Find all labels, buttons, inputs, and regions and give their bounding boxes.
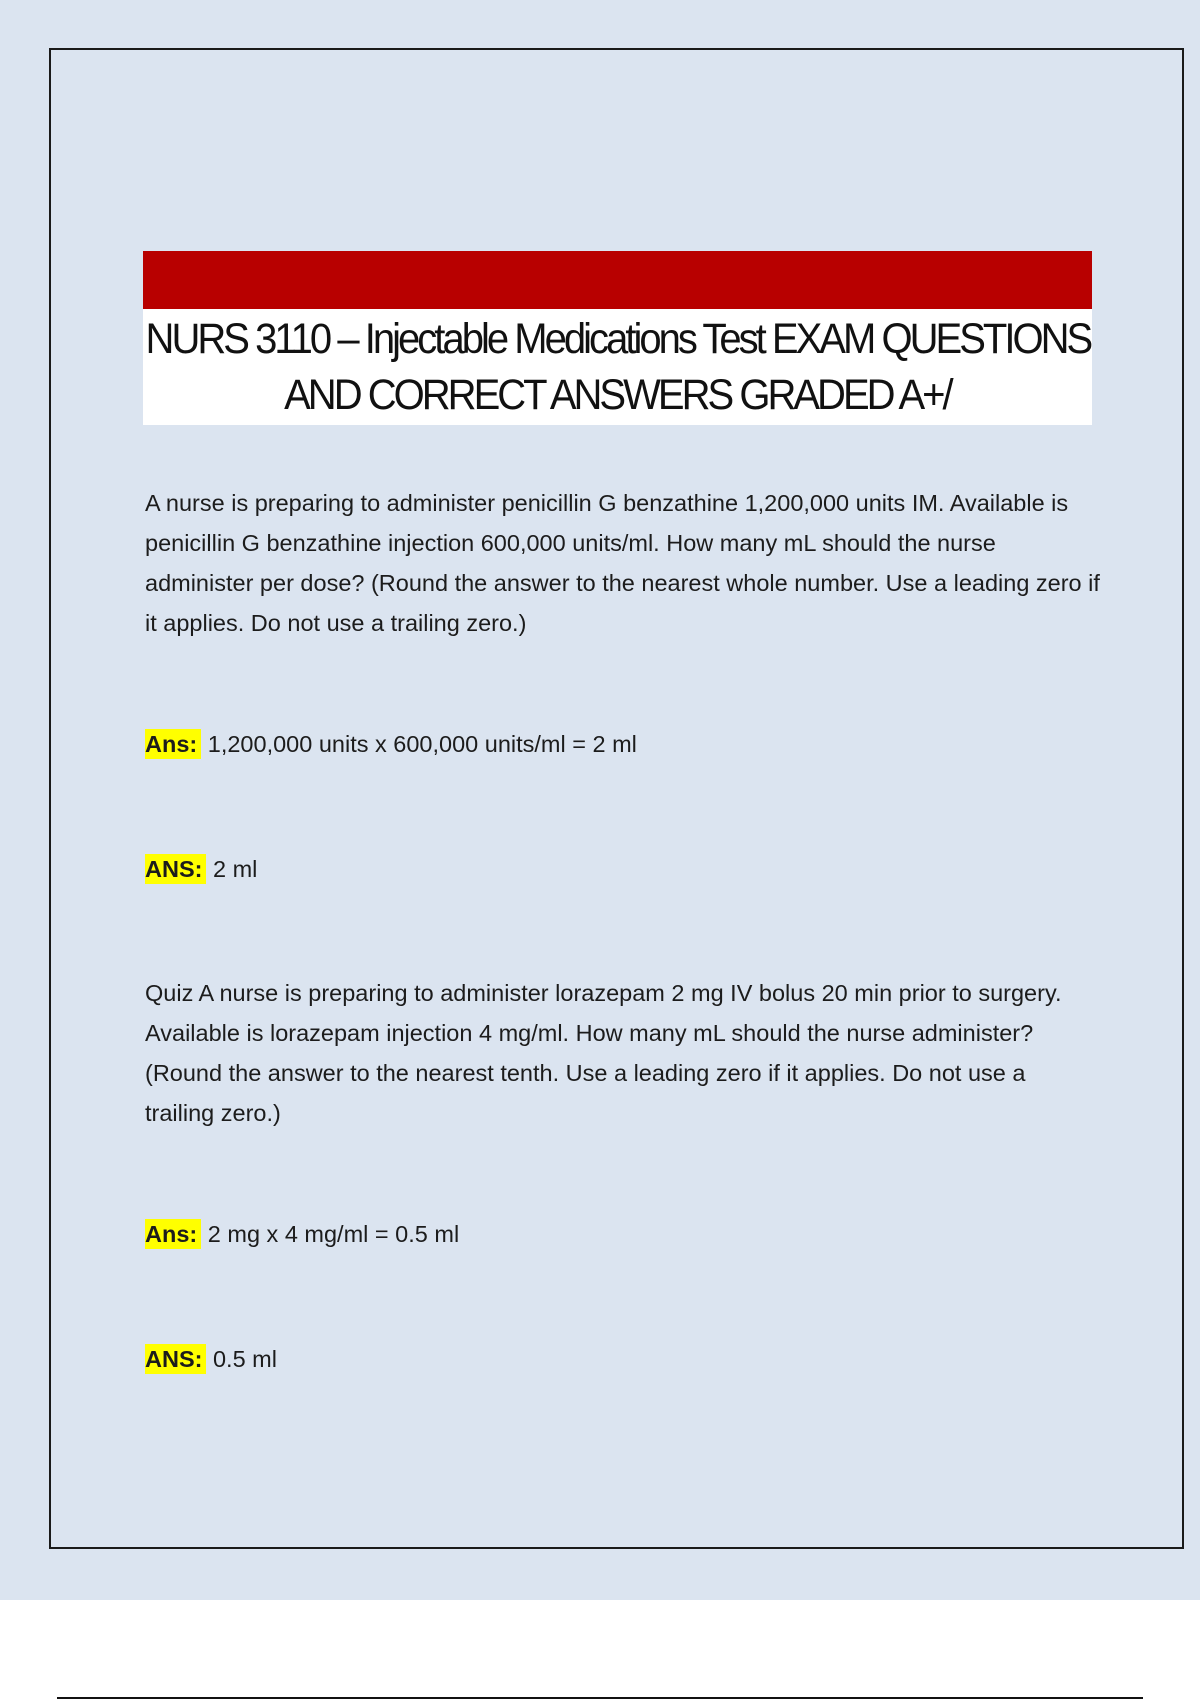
document-title (143, 309, 1092, 425)
title-line-1: NURS 3110 – Injectable Medications Test EXAM QUESTIONS (145, 315, 1090, 363)
question-1-work (145, 726, 637, 762)
work-text: 1,200,000 units x 600,000 units/ml = 2 ml (201, 731, 637, 757)
footer-rule (57, 1697, 1143, 1699)
answer-label: ANS: (145, 1344, 206, 1374)
question-2-text: Quiz A nurse is preparing to administer lorazepam 2 mg IV bolus 20 min prior to surgery. Available is lorazepam injection 4 mg/ml. How many mL should the nurse administer? (Round the answer to the nearest tenth. Use a leading zero if it applies. Do not use a trailing zero.) (145, 980, 1062, 1126)
answer-text: 0.5 ml (206, 1346, 277, 1372)
work-label: Ans: (145, 729, 201, 759)
answer-text: 2 ml (206, 856, 258, 882)
title-line-2: AND CORRECT ANSWERS GRADED A+/ (284, 371, 951, 419)
work-text: 2 mg x 4 mg/ml = 0.5 ml (201, 1221, 460, 1247)
answer-label: ANS: (145, 854, 206, 884)
question-2-work (145, 1216, 459, 1252)
question-1-answer (145, 851, 257, 887)
title-red-band (143, 251, 1092, 309)
question-2-answer (145, 1341, 277, 1377)
work-label: Ans: (145, 1219, 201, 1249)
question-1-text: A nurse is preparing to administer penicillin G benzathine 1,200,000 units IM. Available is penicillin G benzathine injection 600,000 units/ml. How many mL should the nurse administer per dose? (Round the answer to the nearest whole number. Use a leading zero if it applies. Do not use a trailing zero.) (145, 490, 1100, 636)
